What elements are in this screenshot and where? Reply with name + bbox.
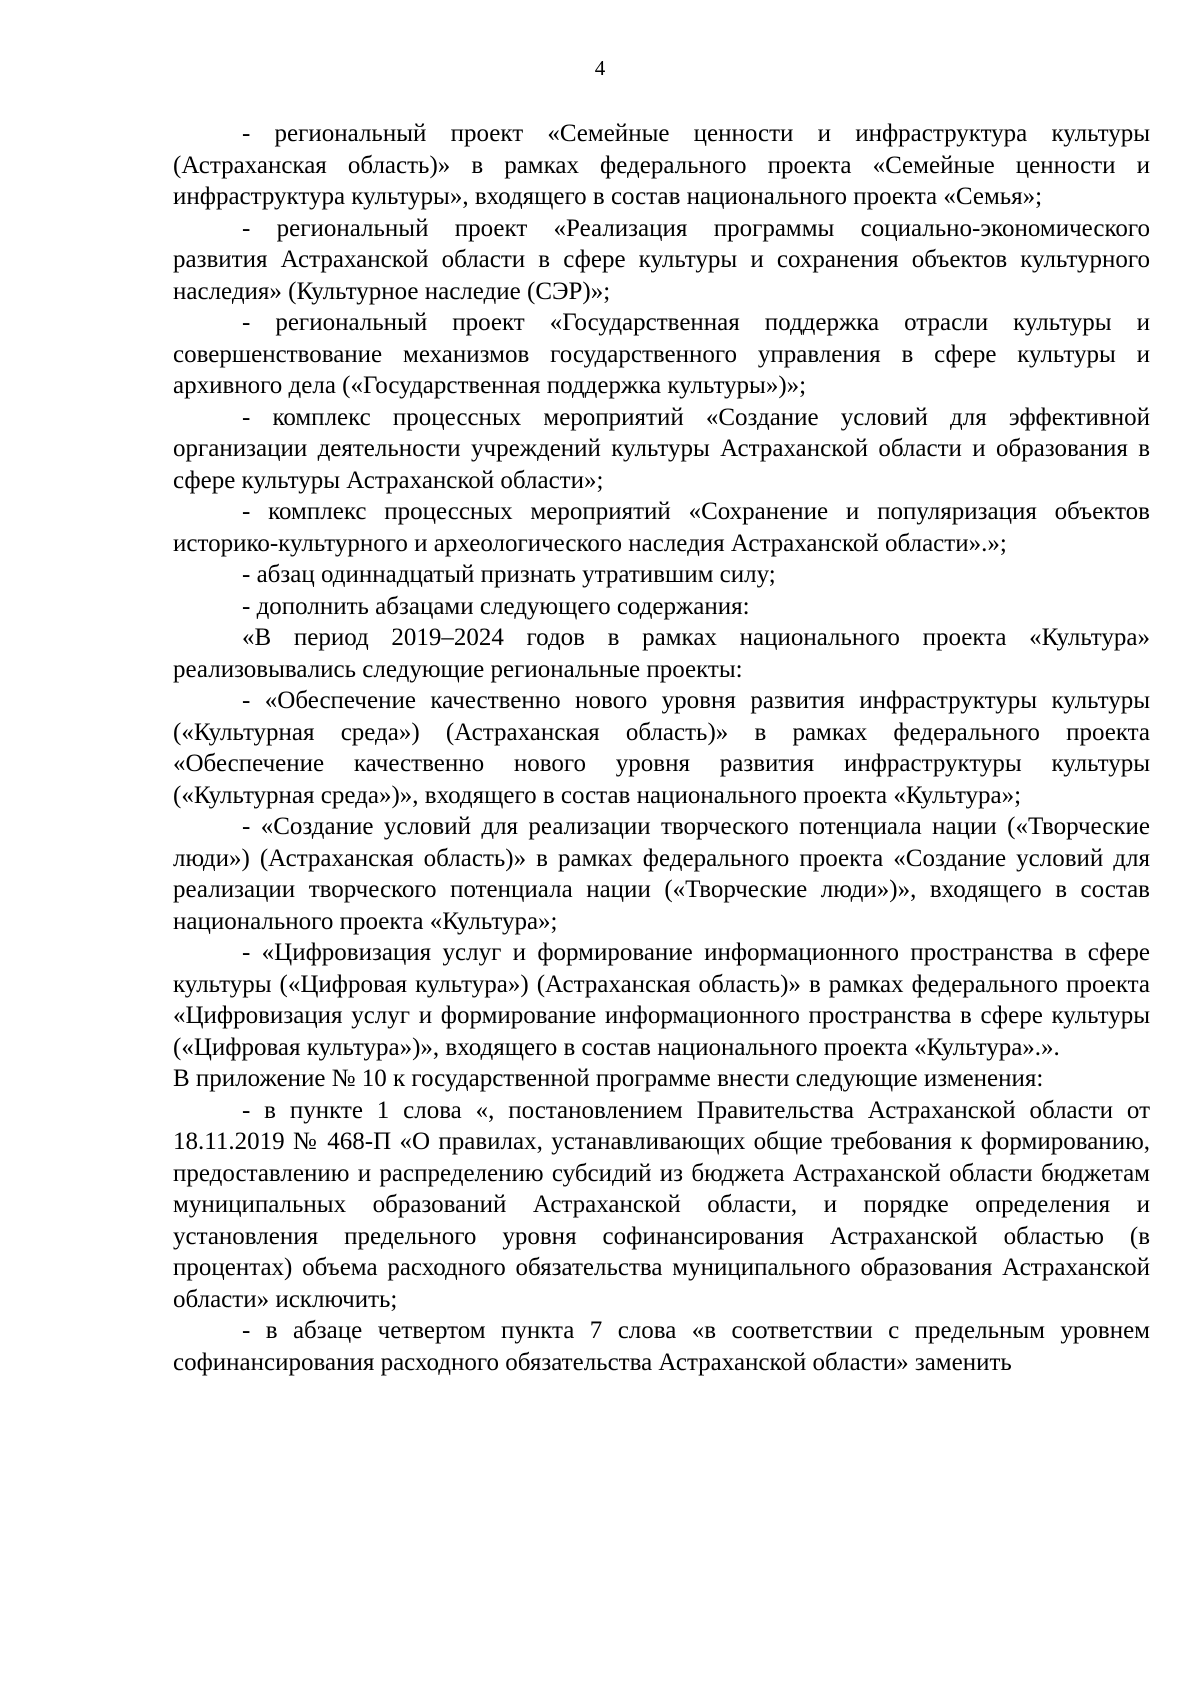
paragraph-supplement-intro: - дополнить абзацами следующего содержания: bbox=[242, 592, 750, 620]
paragraph-process-measures-conditions: - комплекс процессных мероприятий «Создание условий для эффективной организации деятельности учреждений культуры Астраханской области и образования в сфере культуры Астраханской области»; bbox=[173, 403, 1150, 494]
paragraph-period-2019-2024: «В период 2019–2024 годов в рамках национального проекта «Культура» реализовывались следующие региональные проекты: bbox=[173, 624, 1150, 683]
paragraph-creative-people: - «Создание условий для реализации творческого потенциала нации («Творческие люди») (Астраханская область)» в рамках федерального проекта «Создание условий для реализации творческого потенциала нации («Творческие люди»)», входящего в состав национального проекта «Культура»; bbox=[173, 813, 1150, 935]
paragraph-item-1-words: - в пункте 1 слова «, постановлением Правительства Астраханской области от 18.11.2019 № 468-П «О правилах, устанавливающих общие требования к формированию, предоставлению и распределению субсидий из бюджета Астраханской области бюджетам муниципальных образований Астраханской области, и порядке определения и установления предельного уровня софинансирования Астраханской областью (в процентах) объема расходного обязательства муниципального образования Астраханской области» исключить; bbox=[173, 1096, 1150, 1313]
page-number: 4 bbox=[594, 56, 606, 80]
paragraph-regional-project-state-support: - региональный проект «Государственная поддержка отрасли культуры и совершенствование механизмов государственного управления в сфере культуры и архивного дела («Государственная поддержка культуры»)»; bbox=[173, 309, 1150, 399]
paragraph-regional-project-family-values: - региональный проект «Семейные ценности и инфраструктура культуры (Астраханская область)» в рамках федерального проекта «Семейные ценности и инфраструктура культуры», входящего в состав национального проекта «Семья»; bbox=[173, 120, 1150, 210]
paragraph-appendix-10-changes: В приложение № 10 к государственной программе внести следующие изменения: bbox=[173, 1065, 1044, 1092]
paragraph-process-measures-heritage: - комплекс процессных мероприятий «Сохранение и популяризация объектов историко-культурного и археологического наследия Астраханской области».»; bbox=[173, 498, 1150, 557]
document-body bbox=[173, 118, 1150, 1378]
paragraph-eleventh-invalid: - абзац одиннадцатый признать утратившим силу; bbox=[242, 561, 776, 588]
paragraph-regional-project-socio-economic: - региональный проект «Реализация программы социально-экономического развития Астраханской области в сфере культуры и сохранения объектов культурного наследия» (Культурное наследие (СЭР)»; bbox=[173, 214, 1150, 305]
paragraph-item-7-words: - в абзаце четвертом пункта 7 слова «в соответствии с предельным уровнем софинансирования расходного обязательства Астраханской области» заменить bbox=[173, 1317, 1150, 1376]
paragraph-cultural-environment: - «Обеспечение качественно нового уровня развития инфраструктуры культуры («Культурная среда») (Астраханская область)» в рамках федерального проекта «Обеспечение качественно нового уровня развития инфраструктуры культуры («Культурная среда»)», входящего в состав национального проекта «Культура»; bbox=[173, 687, 1150, 809]
paragraph-digital-culture: - «Цифровизация услуг и формирование информационного пространства в сфере культуры («Цифровая культура») (Астраханская область)» в рамках федерального проекта «Цифровизация услуг и формирование информационного пространства в сфере культуры («Цифровая культура»)», входящего в состав национального проекта «Культура».». bbox=[173, 939, 1150, 1061]
